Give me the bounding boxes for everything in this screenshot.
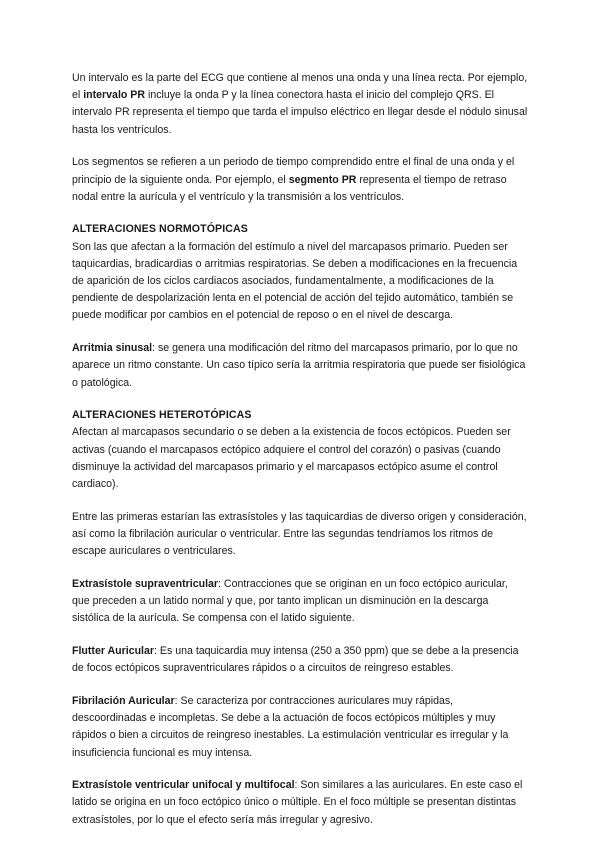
- paragraph-normotopicas: Son las que afectan a la formación del estímulo a nivel del marcapasos primario. Pueden ser taquicardias, bradicardias o arritmias respiratorias. Se deben a modificaciones en la frecuencia de aparición de los ciclos cardiacos asociados, fundamentalmente, a modificaciones de la pendiente de despolarización lenta en el potencial de acción del tejido automático, también se puede modificar por cambios en el potencial de reposo o en el nivel de descarga.: [72, 240, 518, 322]
- paragraph-primeras: Entre las primeras estarían las extrasístoles y las taquicardias de diverso origen y consideración, así como la fibrilación auricular o ventricular. Entre las segundas tendríamos los ritmos de escape auriculares o ventriculares.: [72, 510, 527, 558]
- bold-term: Arritmia sinusal: [72, 342, 153, 355]
- bold-term: Extrasístole ventricular unifocal y multifocal: [72, 779, 295, 792]
- paragraph-extrasistole-supraventricular: [72, 576, 528, 628]
- text: : Contracciones que se originan en un foco ectópico auricular, que preceden a un latido normal y que, por tanto implican un disminución en la descarga sistólica de la aurícula. Se compensa con el latido siguiente.: [72, 577, 508, 625]
- paragraph-extrasistole-ventricular: [72, 777, 528, 829]
- text: incluye la onda P y la línea conectora hasta el inicio del complejo QRS. El intervalo PR representa el tiempo que tarda el impulso eléctrico en llegar desde el nódulo sinusal hasta los ventrículos.: [72, 89, 528, 136]
- text: : Se caracteriza por contracciones auriculares muy rápidas, descoordinadas e incompletas. Se debe a la actuación de focos ectópicos múltiples y muy rápidos o bien a circuitos de reingreso inestables. La estimulación ventricular es irregular y la insuficiencia funcional es muy intensa.: [72, 694, 509, 759]
- bold-term: Extrasístole supraventricular: [72, 577, 219, 590]
- heading-heterotopicas: ALTERACIONES HETEROTÓPICAS: [72, 409, 252, 422]
- bold-term: Flutter Auricular: [72, 644, 155, 657]
- bold-term: segmento PR: [288, 173, 357, 186]
- text: : Es una taquicardia muy intensa (250 a 350 ppm) que se debe a la presencia de focos ectópicos supraventriculares rápidos o a circuitos de reingreso estables.: [72, 644, 519, 675]
- bold-term: Fibrilación Auricular: [72, 694, 175, 707]
- text: Un intervalo es la parte del ECG que contiene al menos una onda y una línea recta. Por ejemplo, el: [72, 72, 528, 102]
- heading-normotopicas: ALTERACIONES NORMOTÓPICAS: [72, 223, 248, 236]
- paragraph-arritmia-sinusal: [72, 340, 528, 392]
- text: representa el tiempo de retraso nodal entre la aurícula y el ventrículo y la transmisión a los ventrículos.: [72, 173, 507, 203]
- paragraph-segmentos: [72, 154, 528, 206]
- document-page: [72, 70, 528, 829]
- paragraph-fibrilacion-auricular: [72, 693, 528, 762]
- text: : se genera una modificación del ritmo del marcapasos primario, por lo que no aparece un ritmo constante. Un caso típico sería la arritmia respiratoria que puede ser fisiológica o patológica.: [72, 342, 526, 389]
- text: : Son similares a las auriculares. En este caso el latido se origina en un foco ectópico único o múltiple. En el foco múltiple se presentan distintas extrasístoles, por lo que el efecto sería más irregular y agresivo.: [72, 779, 523, 826]
- paragraph-flutter-auricular: [72, 643, 528, 677]
- paragraph-intervalo: [72, 70, 528, 139]
- bold-term: intervalo PR: [83, 89, 146, 102]
- paragraph-heterotopicas: Afectan al marcapasos secundario o se deben a la existencia de focos ectópicos. Pueden ser activas (cuando el marcapasos ectópico adquiere el control del corazón) o pasivas (cuando disminuye la actividad del marcapasos primario y el marcapasos ectópico asume el control cardiaco).: [72, 426, 511, 491]
- text: Los segmentos se refieren a un periodo de tiempo comprendido entre el final de una onda y el principio de la siguiente onda. Por ejemplo, el: [72, 156, 515, 186]
